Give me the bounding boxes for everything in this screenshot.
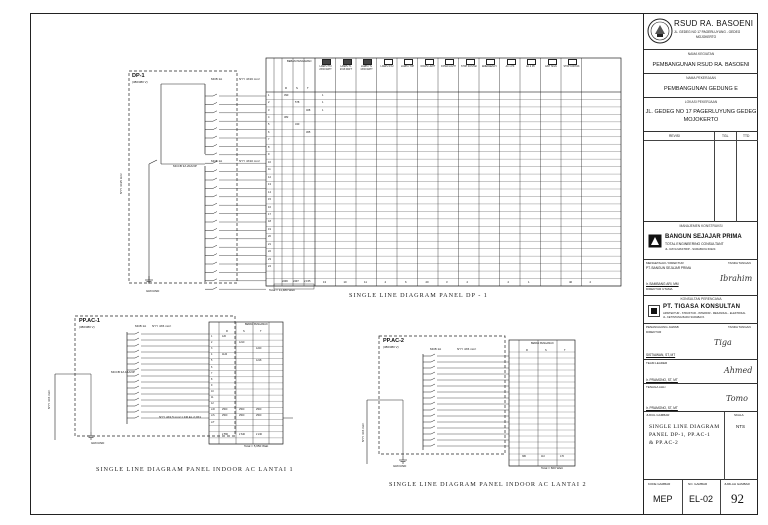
lokasi-value-2: MOJOKERTO: [683, 117, 719, 123]
lokasi-cell: [644, 98, 758, 132]
lamp-symbol-icon: [322, 59, 331, 65]
lamp-symbol-icon: [527, 59, 536, 65]
konsultan-logo-icon: [648, 305, 660, 317]
dp1-row-num: 23: [268, 257, 271, 261]
ppac1-total: Total = 5,650 Watt: [244, 444, 269, 448]
ppac1-mcb-13: [135, 404, 139, 406]
mk-role: DIREKTUR UTAMA: [646, 287, 673, 291]
dp1-row-num: 5: [268, 123, 270, 127]
konsultan-subtitle: ARSITEKTUR - STRUKTUR - INTERIOR - MEKANIKAL - ELEKTRIKAL: [663, 312, 746, 315]
ppac2-panel-box: [379, 336, 505, 454]
jumlah-label: JUMLAH GAMBAR: [724, 482, 750, 486]
mk-company: PT. BANGUN SEJAJAR PRIMA: [646, 266, 691, 270]
dp1-col-total: 20: [425, 280, 429, 285]
dp1-row-num: 11: [268, 168, 271, 172]
dp1-col-header: DOWN LIGHT: [441, 66, 456, 68]
dp1-row-r: 390: [284, 93, 289, 97]
ppac1-value: 1220: [256, 347, 262, 351]
dp1-mcb-21: [213, 262, 217, 264]
lamp-symbol-icon: [343, 59, 352, 65]
dp1-mcb-12: [213, 186, 217, 188]
kegiatan-label: NAMA KEGIATAN: [687, 52, 715, 56]
dp1-col-total: 11: [364, 280, 367, 285]
dp1-row-num: 7: [268, 138, 270, 142]
no-value: EL-02: [689, 494, 714, 504]
dp1-mcb-16: [213, 220, 217, 222]
ppac1-mcb-7: [135, 368, 139, 370]
ppac2-caption: SINGLE LINE DIAGRAM PANEL INDOOR AC LANTAI 2: [389, 481, 587, 488]
dp1-col-header: AC 1 PK: [505, 66, 515, 68]
ppac1-phase: R: [226, 330, 228, 333]
dp1-mcb-1: [213, 94, 217, 96]
title-block: [643, 14, 758, 514]
tt-label: TANDA TANGAN: [728, 325, 751, 329]
mengetahui-cell: [644, 260, 758, 296]
ppac1-mcb-11: [135, 392, 139, 394]
pj-label: PENANGGUNG JAWAB: [646, 325, 679, 329]
ppac2-mcb-9: [431, 402, 435, 404]
ppac2-mcb-10: [431, 408, 435, 410]
dp1-col-total: 6: [405, 280, 407, 285]
signature-3: Ahmed: [724, 366, 753, 375]
dp1-row-num: 20: [268, 235, 271, 239]
team-leader-cell: [644, 360, 758, 384]
dp1-row-load: 1: [322, 93, 324, 97]
lamp-symbol-icon: [425, 59, 434, 65]
pekerjaan-label: NAMA PEKERJAAN: [686, 76, 716, 80]
ppac1-row-num: 12: [211, 402, 214, 406]
ppac2-mcb-11: [431, 414, 435, 416]
dp1-row-num: 4: [268, 115, 270, 119]
judul-line-3: & PP.AC-2: [649, 440, 679, 446]
dp1-mcb-6: [213, 136, 217, 138]
konsultan-cell: [644, 296, 758, 324]
dp1-row-num: 6: [268, 130, 270, 134]
ppac2-cable-label: NYY 4X6 mm²: [457, 347, 477, 351]
ppac1-row-num: L/R: [211, 408, 215, 412]
dp1-ground-label: GROUND: [146, 289, 160, 293]
dp1-row-num: 15: [268, 198, 271, 202]
dp1-cable-label2: NYY 4X10 mm²: [239, 159, 260, 163]
dp1-mcb-8: [213, 153, 217, 155]
dp1-row-num: 2: [268, 101, 270, 105]
ppac2-panel-name: PP.AC-2: [383, 338, 404, 344]
ppac1-value: 2500: [239, 414, 245, 418]
ppac2-mcb-6: [431, 384, 435, 386]
tenaga-ahli-name: Ir. PRAMONO, ST, MT: [646, 406, 678, 410]
ppac1-mcb-9: [135, 380, 139, 382]
dp1-phase-total: 2296: [282, 280, 288, 284]
dp1-row-num: 12: [268, 175, 271, 179]
dp1-mcb-5: [213, 128, 217, 130]
dp1-panel-box: [129, 71, 237, 283]
ppac1-phase-total: 2 640: [239, 432, 245, 436]
ppac1-row-num: 8: [211, 377, 213, 381]
ppac2-panel-voltage: (380/380 V): [383, 345, 399, 349]
revisi-col-3: TTD: [743, 134, 750, 138]
dp1-row-num: 21: [268, 242, 271, 246]
ppac1-value: 2500: [222, 414, 228, 418]
dp1-header-load: BEBAN PENGAMAN: [287, 60, 312, 63]
ppac1-value: 1210: [239, 341, 245, 345]
dp1-mcb-10: [213, 170, 217, 172]
signature-4: Tomo: [726, 394, 748, 403]
ppac2-mcb-1: [431, 354, 435, 356]
dp1-row-num: 10: [268, 160, 271, 164]
lamp-symbol-icon: [445, 59, 454, 65]
dp1-col-header: STOP KONTAK: [460, 66, 478, 68]
mk-subtitle: TOTAL ENGINEERING CONSULTANT: [665, 242, 724, 246]
dp1-mcb-4: [213, 119, 217, 121]
dp1-mcb-22: [213, 270, 217, 272]
dp1-mcb-19: [213, 245, 217, 247]
dp1-row-num: 16: [268, 205, 271, 209]
dp1-col-header: LAMPU PJU: [380, 66, 394, 68]
dp1-row-num: 14: [268, 190, 271, 194]
schematic-canvas: [31, 14, 643, 514]
dp1-row-num: 1: [268, 93, 270, 97]
dp1-mcb-11: [213, 178, 217, 180]
dp1-row-num: 24: [268, 265, 271, 269]
ppac2-mcb-5: [431, 378, 435, 380]
ppac1-row-num: L/S: [211, 414, 215, 418]
ppac2-mcb-4: [431, 372, 435, 374]
dp1-col-total: 13: [323, 280, 327, 285]
tanda-tangan-label: TANDA TANGAN: [728, 261, 751, 265]
lamp-symbol-icon: [507, 59, 516, 65]
ppac2-phase: T: [564, 349, 566, 352]
lamp-symbol-icon: [568, 59, 577, 65]
team-leader-label: TEAM LEADER: [646, 361, 668, 365]
ppac2-mcb-2: [431, 360, 435, 362]
ppac1-cable-label: NYY 4X6 mm²: [152, 324, 172, 328]
dp1-row-num: 3: [268, 108, 270, 112]
kegiatan-value: PEMBANGUNAN RSUD RA. BASOENI: [652, 62, 750, 68]
lamp-symbol-icon: [363, 59, 372, 65]
dp1-col-total: 2: [507, 280, 510, 285]
team-leader-name: Ir. PRAMONO, ST, MT: [646, 378, 678, 382]
ppac2-mcb-7: [431, 390, 435, 392]
ppac1-row-num: 7: [211, 371, 213, 375]
ppac1-mcb-4: [135, 350, 139, 352]
pj-name: SISTIAWAN, ST, MT: [646, 353, 676, 357]
mk-address: JL. RAYA MASTRIP - SURABAYA 60224: [665, 247, 716, 251]
no-label: NO. GAMBAR: [688, 482, 708, 486]
ppac1-value: 2500: [256, 414, 262, 418]
kode-value: MEP: [653, 494, 673, 504]
dp1-row-s: 578: [295, 101, 300, 105]
dp1-cable-label: NYY 4X16 mm²: [239, 77, 260, 81]
tenaga-ahli-label: TENAGA AHLI: [646, 385, 666, 389]
ppac1-row-num: 6: [211, 365, 213, 369]
jumlah-value: 92: [731, 491, 744, 506]
dp1-breaker-icon: [149, 160, 157, 164]
dp1-col-header: EMERGENCY: [482, 66, 497, 68]
dp1-col-total: 2: [466, 280, 469, 285]
ppac2-mcb-label: MCB 1A: [430, 347, 442, 351]
dp1-mcb-23: [213, 279, 217, 281]
ppac2-mcb-14: [431, 432, 435, 434]
hospital-address-1: JL. GEDEG NO 17 PAGERLUYUNG - GEDEG: [674, 30, 741, 34]
ppac2-phase: R: [526, 349, 528, 352]
drawing-area: [31, 14, 643, 514]
dp1-row-num: 8: [268, 145, 270, 149]
ppac2-mcb-3: [431, 366, 435, 368]
mk-label: MANAJEMEN KONSTRUKSI: [679, 224, 723, 228]
dp1-row-s: 340: [295, 123, 300, 127]
ppac1-row-num: 2: [211, 341, 213, 345]
dp1-mcb-7: [213, 144, 217, 146]
dp1-header-phase: T: [307, 86, 309, 90]
dp1-breaker-label: MCCB 3A 20A/3P: [173, 164, 197, 168]
ppac2-total: Total = 660 Watt: [541, 466, 563, 470]
ppac1-value: 2500: [222, 408, 228, 412]
ppac2-phase-total: 110: [541, 455, 545, 458]
tenaga-ahli-cell: [644, 384, 758, 412]
dp1-col-header: LAMPU TL 2X18 WATT: [339, 66, 353, 71]
dp1-row-num: 9: [268, 153, 270, 157]
dp1-col-total: 1: [528, 280, 530, 285]
mengetahui-label: MENGETAHUI / DIREKTUR: [646, 261, 684, 265]
judul-label: JUDUL GAMBAR: [646, 413, 670, 417]
ppac1-row-num: 1: [211, 335, 213, 338]
dp1-panel-voltage: (380/380 V): [132, 80, 148, 84]
hospital-header: [644, 14, 758, 50]
ppac1-mcb-2: [135, 338, 139, 340]
dp1-header-phase: R: [285, 86, 288, 90]
lamp-symbol-icon: [384, 59, 393, 65]
dp1-mcb-18: [213, 237, 217, 239]
ppac1-phase: S: [243, 330, 245, 333]
ppac1-mcb-12: [135, 398, 139, 400]
dp1-row-load: 1: [322, 101, 324, 105]
dp1-col-header: STOP KONTAK: [563, 66, 580, 68]
lokasi-value-1: JL. GEDEG NO 17 PAGERLUYUNG GEDEG: [645, 109, 757, 115]
ppac1-feeder-note: NYY 4X2,5 mm² = FR EL 2,0X1: [159, 415, 202, 419]
dp1-row-num: 19: [268, 227, 271, 231]
konsultan-address: JL. KETINTANG BARU SURABAYA: [663, 316, 705, 319]
ppac1-mcb-6: [135, 362, 139, 364]
signature-1: Ibrahim: [720, 274, 753, 283]
ppac1-value: 120: [222, 335, 226, 338]
dp1-mcb-15: [213, 212, 217, 214]
konsultan-name: PT. TIGASA KONSULTAN: [663, 304, 741, 310]
ppac1-phase-total: 2 550: [222, 432, 228, 436]
dp1-mcb-13: [213, 195, 217, 197]
kegiatan-cell: [644, 50, 758, 74]
ppac2-mcb-13: [431, 426, 435, 428]
dp1-header-phase: S: [296, 86, 298, 90]
dp1-phase-total: 2497: [293, 280, 299, 284]
ppac1-row-num: 9: [211, 383, 213, 387]
dp1-col-header: LAMPU TKI 2X36 WATT: [319, 66, 332, 71]
ppac2-mcb-12: [431, 420, 435, 422]
dp1-panel-name: DP-1: [132, 73, 145, 79]
revisi-col-2: TGL: [722, 134, 729, 138]
ppac1-row-num: 4: [211, 353, 213, 357]
pj-cell: [644, 324, 758, 360]
ppac2-mcb-8: [431, 396, 435, 398]
ppac1-mcb-3: [135, 344, 139, 346]
ppac1-row-num: 5: [211, 359, 213, 363]
dp1-phase-total: 2,155: [304, 280, 311, 284]
dp1-col-header: DOWN LIGHT: [420, 66, 436, 68]
dp1-mcb-17: [213, 228, 217, 230]
dp1-col-total: 10: [343, 280, 347, 285]
ppac2-header: BEBAN PENGAMAN: [531, 342, 554, 345]
ppac1-panel-voltage: (380/380 V): [79, 325, 95, 329]
ppac2-phase-total: 380: [522, 455, 526, 458]
ppac1-mcb-8: [135, 374, 139, 376]
judul-line-1: SINGLE LINE DIAGRAM: [649, 424, 720, 430]
judul-line-2: PANEL DP-1, PP.AC-1: [649, 432, 711, 438]
lokasi-label: LOKASI PEKERJAAN: [684, 100, 718, 104]
pekerjaan-cell: [644, 74, 758, 98]
ppac1-value: 1120: [222, 353, 228, 357]
ppac1-mcb-10: [135, 386, 139, 388]
ppac1-row-num: L/T: [211, 420, 215, 424]
ppac1-value: 1218: [256, 359, 262, 363]
dp1-row-num: 22: [268, 250, 271, 254]
ppac1-panel-name: PP.AC-1: [79, 318, 100, 324]
mk-logo-icon: [648, 234, 662, 248]
judul-cell: [644, 412, 758, 480]
ppac1-phase-total: 2 240: [256, 432, 262, 436]
lamp-symbol-icon: [466, 59, 475, 65]
kode-label: KODE GAMBAR: [648, 482, 671, 486]
ppac1-value: 2500: [239, 408, 245, 412]
signature-2: Tiga: [714, 338, 732, 347]
hospital-logo-icon: [647, 18, 673, 44]
dp1-row-num: 18: [268, 220, 271, 224]
ppac1-header: BEBAN PENGAMAN: [245, 323, 268, 326]
ppac1-row-num: 3: [211, 347, 213, 351]
ppac2-phase-total: 170: [560, 455, 564, 458]
ppac1-value: 2500: [256, 408, 262, 412]
kode-cell: [644, 480, 758, 514]
dp1-total: Total = 11,480 Watt: [269, 288, 295, 292]
ppac2-ground-label: GROUND: [393, 464, 407, 468]
ppac1-feed-label: NYY 4X6 mm²: [47, 389, 51, 409]
dp1-feed-label: NYY 4X25 mm²: [119, 173, 123, 194]
dp1-col-total: 4: [384, 280, 387, 285]
revisi-cell: [644, 132, 758, 222]
ppac1-caption: SINGLE LINE DIAGRAM PANEL INDOOR AC LANTAI 1: [96, 466, 294, 473]
ppac1-extra-label: MCCB 3A 16A/3P: [111, 370, 135, 374]
mk-name: BANGUN SEJAJAR PRIMA: [665, 234, 742, 240]
dp1-caption: SINGLE LINE DIAGRAM PANEL DP - 1: [349, 292, 488, 299]
ppac1-mcb-5: [135, 356, 139, 358]
ppac2-phase: S: [545, 349, 547, 352]
dp1-row-t: 365: [306, 130, 311, 134]
skala-value: NTS: [736, 424, 745, 429]
dp1-row-load: 1: [322, 108, 324, 112]
dp1-row-num: 17: [268, 212, 271, 216]
dp1-mcb-24: [213, 287, 217, 289]
ppac1-row-num: 10: [211, 390, 214, 393]
dp1-row-t: 408: [306, 108, 311, 112]
ppac1-ground-label: GROUND: [91, 441, 105, 445]
dp1-mcb-3: [213, 111, 217, 113]
dp1-row-num: 13: [268, 183, 271, 187]
lamp-symbol-icon: [404, 59, 413, 65]
dp1-col-header: EXIT SIGN: [545, 66, 557, 68]
ppac1-mcb-label: MCB 1A: [135, 324, 147, 328]
drawing-sheet: [30, 13, 758, 515]
dp1-col-header: AC 2 PK: [526, 66, 535, 68]
konsultan-label: KONSULTAN PERENCANA: [680, 297, 722, 301]
dp1-col-total: 40: [569, 280, 573, 285]
dp1-mcb-14: [213, 203, 217, 205]
ppac2-mcb-15: [431, 438, 435, 440]
dp1-mcb-label: MCB 1A: [211, 77, 223, 81]
ppac1-row-num: 11: [211, 396, 214, 400]
ppac1-mcb-14: [135, 410, 139, 412]
mk-person: Ir. BAMBANG ARI, MM: [646, 282, 679, 286]
dp1-col-header: LAMPU TL 1X36 WATT: [360, 66, 373, 71]
skala-label: SKALA: [734, 413, 744, 417]
dp1-mcb-20: [213, 254, 217, 256]
ppac2-mcb-16: [431, 444, 435, 446]
lamp-symbol-icon: [486, 59, 495, 65]
dp1-mcb-label2: MCB 1A: [211, 159, 223, 163]
hospital-name: RSUD RA. BASOENI: [674, 19, 754, 28]
direktur-label: DIREKTUR: [646, 330, 662, 334]
mk-cell: [644, 222, 758, 260]
lamp-symbol-icon: [548, 59, 557, 65]
dp1-col-header: LAMPU TOP: [400, 66, 415, 68]
ppac1-mcb-1: [135, 332, 139, 334]
ppac1-phase: T: [260, 330, 262, 333]
ppac2-feed-label: NYY 4X6 mm²: [361, 422, 365, 442]
hospital-address-2: MOJOKERTO: [696, 35, 717, 39]
dp1-row-r: 382: [284, 115, 289, 119]
dp1-mcb-2: [213, 102, 217, 104]
ppac1-mcb-15: [135, 416, 139, 418]
dp1-col-total: 3: [446, 280, 448, 285]
dp1-col-total: 2: [589, 280, 592, 285]
pekerjaan-value: PEMBANGUNAN GEDUNG E: [664, 86, 738, 92]
revisi-col-1: REVISI: [669, 134, 680, 138]
